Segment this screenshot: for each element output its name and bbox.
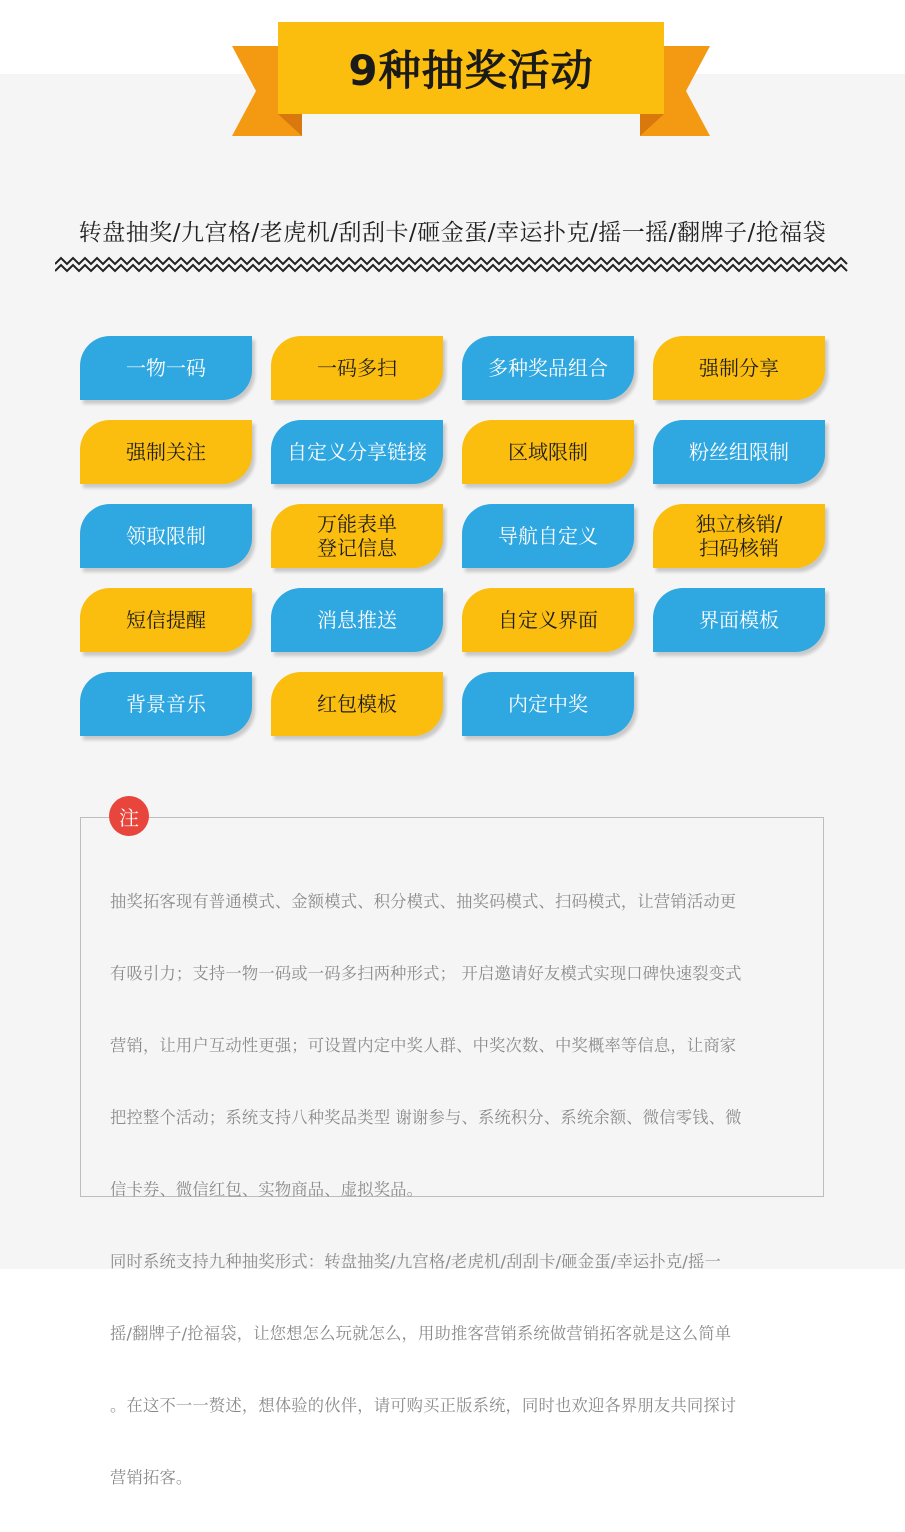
feature-tile: 一码多扫 xyxy=(271,336,443,400)
feature-tile: 自定义分享链接 xyxy=(271,420,443,484)
feature-tile: 万能表单 登记信息 xyxy=(271,504,443,568)
note-line: 有吸引力；支持一物一码或一码多扫两种形式； 开启邀请好友模式实现口碑快速裂变式 xyxy=(110,964,742,983)
note-badge: 注 xyxy=(109,796,149,836)
note-line: 营销，让用户互动性更强；可设置内定中奖人群、中奖次数、中奖概率等信息，让商家 xyxy=(110,1036,737,1055)
feature-tile: 领取限制 xyxy=(80,504,252,568)
title-ribbon xyxy=(232,22,710,138)
note-line: 摇/翻牌子/抢福袋，让您想怎么玩就怎么，用助推客营销系统做营销拓客就是这么简单 xyxy=(110,1324,732,1343)
feature-tile: 自定义界面 xyxy=(462,588,634,652)
feature-tile: 背景音乐 xyxy=(80,672,252,736)
feature-tile: 强制关注 xyxy=(80,420,252,484)
feature-tile: 独立核销/ 扫码核销 xyxy=(653,504,825,568)
note-text xyxy=(110,848,800,1532)
feature-tile: 界面模板 xyxy=(653,588,825,652)
note-line: 同时系统支持九种抽奖形式：转盘抽奖/九宫格/老虎机/刮刮卡/砸金蛋/幸运扑克/摇一 xyxy=(110,1252,721,1271)
feature-tile: 多种奖品组合 xyxy=(462,336,634,400)
feature-tile: 红包模板 xyxy=(271,672,443,736)
note-line: 抽奖拓客现有普通模式、金额模式、积分模式、抽奖码模式、扫码模式，让营销活动更 xyxy=(110,892,737,911)
feature-tile: 一物一码 xyxy=(80,336,252,400)
feature-tile: 导航自定义 xyxy=(462,504,634,568)
note-line: 信卡券、微信红包、实物商品、虚拟奖品。 xyxy=(110,1180,424,1199)
feature-tile: 粉丝组限制 xyxy=(653,420,825,484)
note-line: 营销拓客。 xyxy=(110,1468,193,1487)
page-title: 9种抽奖活动 xyxy=(348,46,594,95)
lottery-types-subtitle: 转盘抽奖/九宫格/老虎机/刮刮卡/砸金蛋/幸运扑克/摇一摇/翻牌子/抢福袋 xyxy=(78,220,827,246)
feature-tile: 强制分享 xyxy=(653,336,825,400)
feature-tile: 内定中奖 xyxy=(462,672,634,736)
note-line: 把控整个活动；系统支持八种奖品类型 谢谢参与、系统积分、系统余额、微信零钱、微 xyxy=(110,1108,742,1127)
feature-tile: 区域限制 xyxy=(462,420,634,484)
note-line: 。在这不一一赘述，想体验的伙伴，请可购买正版系统，同时也欢迎各界朋友共同探讨 xyxy=(110,1396,737,1415)
feature-tile: 消息推送 xyxy=(271,588,443,652)
feature-tile: 短信提醒 xyxy=(80,588,252,652)
zigzag-divider xyxy=(55,256,850,274)
